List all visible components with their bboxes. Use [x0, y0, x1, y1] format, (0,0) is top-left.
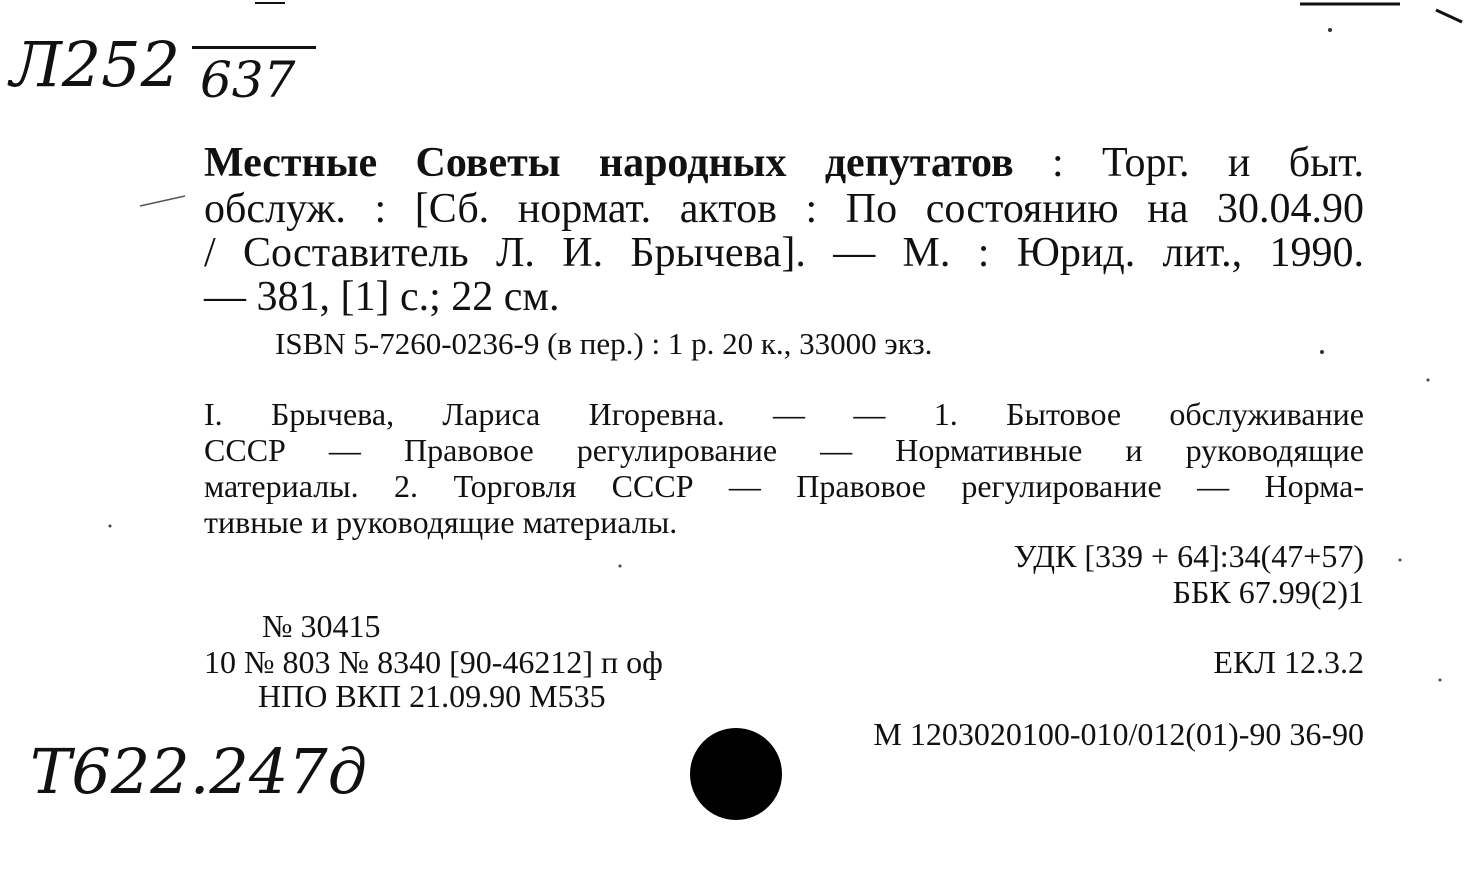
order-line: 10 № 803 № 8340 [90-46212] п оф	[204, 644, 663, 680]
title-rest: : Торг. и быт.	[1013, 140, 1364, 186]
udk-code: УДК [339 + 64]:34(47+57)	[1013, 538, 1364, 574]
title-bold: Местные Советы народных депутатов	[204, 140, 1014, 186]
subject-line-3: материалы. 2. Торговля СССР — Правовое регулирование — Норма-	[204, 468, 1364, 504]
bib-line-2: / Составитель Л. И. Брычева]. — М. : Юрид. лит., 1990.	[204, 230, 1364, 276]
card-number: № 30415	[262, 608, 381, 644]
bib-line-3: — 381, [1] с.; 22 см.	[204, 274, 560, 320]
publisher-code: М 1203020100-010/012(01)-90 36-90	[873, 716, 1364, 752]
bib-line-1: обслуж. : [Сб. нормат. актов : По состоянию на 30.04.90	[204, 186, 1364, 232]
printer-line: НПО ВКП 21.09.90 М535	[258, 678, 606, 714]
shelfmark-prefix: Л252	[10, 28, 181, 101]
handwritten-code: Т622.247д	[30, 735, 368, 808]
ekl-code: ЕКЛ 12.3.2	[1213, 644, 1364, 680]
subject-line-2: СССР — Правовое регулирование — Нормативные и руководящие	[204, 432, 1364, 468]
bbk-code: ББК 67.99(2)1	[1172, 574, 1364, 610]
isbn-line: ISBN 5-7260-0236-9 (в пер.) : 1 р. 20 к., 33000 экз.	[275, 326, 933, 361]
subject-line-4: тивные и руководящие материалы.	[204, 504, 678, 540]
shelfmark-number: 637	[200, 51, 296, 109]
subject-line-1: I. Брычева, Лариса Игоревна. — — 1. Бытовое обслуживание	[204, 396, 1364, 432]
